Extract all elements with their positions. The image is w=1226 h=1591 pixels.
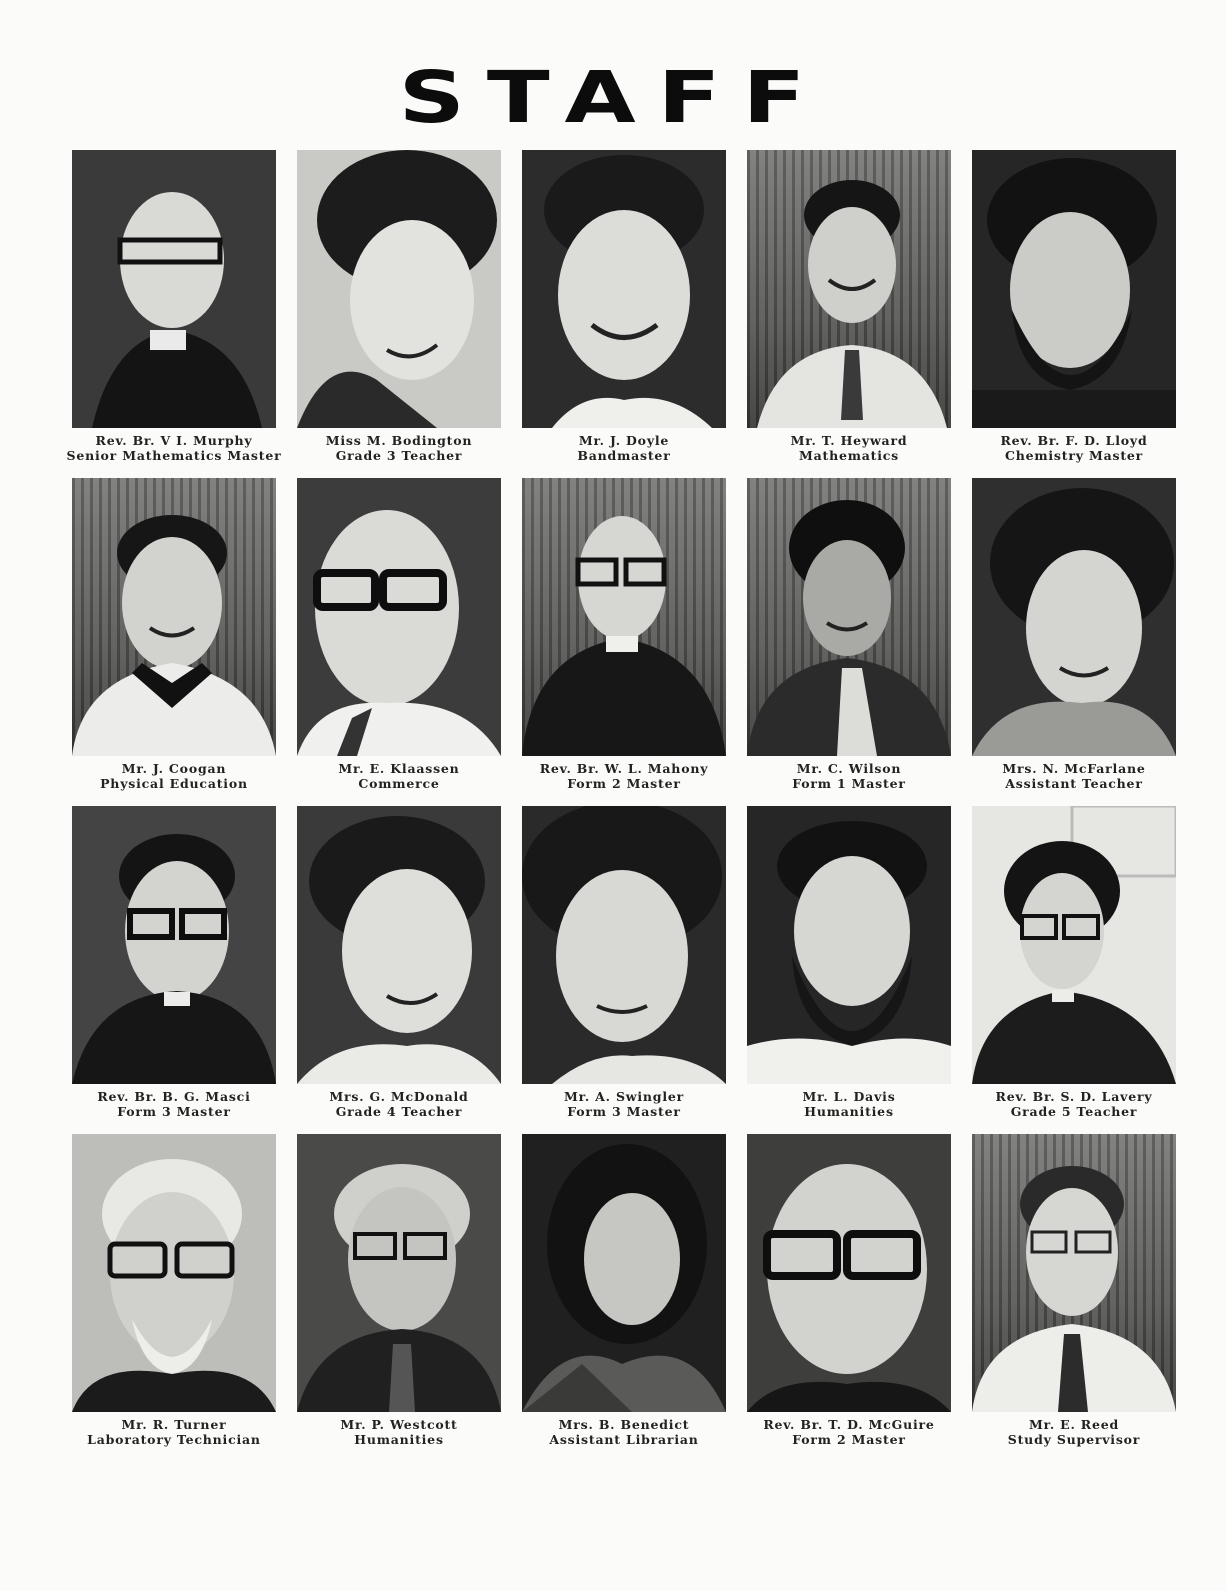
page-title: STAFF — [398, 55, 828, 140]
staff-portrait-photo — [72, 806, 276, 1084]
staff-name: Miss M. Bodington — [325, 433, 473, 448]
staff-card — [522, 150, 726, 478]
staff-portrait-photo — [522, 1134, 726, 1412]
staff-caption — [512, 1090, 736, 1119]
staff-card — [747, 478, 951, 806]
staff-role: Humanities — [804, 1103, 894, 1119]
staff-role: Bandmaster — [577, 447, 671, 463]
staff-portrait-photo — [747, 1134, 951, 1412]
staff-card — [72, 806, 276, 1134]
staff-caption — [62, 434, 286, 463]
staff-caption — [737, 762, 961, 791]
staff-card — [747, 806, 951, 1134]
staff-caption — [62, 1090, 286, 1119]
staff-name: Mr. E. Reed — [1028, 1417, 1120, 1432]
staff-role: Humanities — [354, 1431, 444, 1447]
staff-portrait-photo — [72, 478, 276, 756]
staff-caption — [962, 1090, 1186, 1119]
staff-caption — [512, 434, 736, 463]
staff-card — [747, 150, 951, 478]
staff-name: Rev. Br. V I. Murphy — [95, 433, 253, 448]
staff-caption — [737, 1418, 961, 1447]
staff-card — [522, 1134, 726, 1462]
staff-caption — [512, 1418, 736, 1447]
staff-caption — [737, 434, 961, 463]
staff-card — [522, 478, 726, 806]
staff-role: Grade 4 Teacher — [335, 1103, 463, 1119]
staff-name: Mr. R. Turner — [121, 1417, 227, 1432]
staff-portrait-photo — [72, 1134, 276, 1412]
staff-name: Mrs. N. McFarlane — [1002, 761, 1146, 776]
staff-caption — [512, 762, 736, 791]
staff-portrait-photo — [522, 478, 726, 756]
staff-name: Rev. Br. B. G. Masci — [97, 1089, 251, 1104]
staff-card — [972, 150, 1176, 478]
staff-name: Mr. L. Davis — [802, 1089, 896, 1104]
staff-card — [297, 478, 501, 806]
staff-card — [747, 1134, 951, 1462]
staff-name: Mr. P. Westcott — [340, 1417, 458, 1432]
staff-caption — [62, 762, 286, 791]
staff-caption — [737, 1090, 961, 1119]
staff-portrait-photo — [522, 150, 726, 428]
staff-caption — [287, 1090, 511, 1119]
staff-name: Rev. Br. T. D. McGuire — [763, 1417, 935, 1432]
staff-caption — [287, 1418, 511, 1447]
staff-name: Mr. J. Coogan — [121, 761, 227, 776]
staff-caption — [287, 762, 511, 791]
staff-caption — [962, 762, 1186, 791]
staff-card — [522, 806, 726, 1134]
staff-card — [972, 478, 1176, 806]
staff-card — [72, 478, 276, 806]
staff-role: Form 3 Master — [567, 1103, 681, 1119]
staff-card — [972, 806, 1176, 1134]
staff-name: Rev. Br. S. D. Lavery — [995, 1089, 1153, 1104]
staff-card — [297, 806, 501, 1134]
staff-name: Mr. J. Doyle — [578, 433, 670, 448]
staff-card — [297, 150, 501, 478]
staff-name: Mr. T. Heyward — [790, 433, 908, 448]
staff-portrait-photo — [297, 1134, 501, 1412]
staff-role: Form 2 Master — [792, 1431, 906, 1447]
staff-name: Rev. Br. W. L. Mahony — [539, 761, 709, 776]
staff-card — [297, 1134, 501, 1462]
staff-portrait-photo — [297, 806, 501, 1084]
staff-portrait-photo — [972, 478, 1176, 756]
staff-portrait-photo — [747, 806, 951, 1084]
staff-role: Grade 3 Teacher — [335, 447, 463, 463]
staff-photo-grid — [66, 150, 1180, 1462]
staff-name: Mr. C. Wilson — [796, 761, 902, 776]
staff-name: Rev. Br. F. D. Lloyd — [1000, 433, 1148, 448]
staff-caption — [62, 1418, 286, 1447]
staff-caption — [962, 1418, 1186, 1447]
staff-portrait-photo — [522, 806, 726, 1084]
staff-name: Mrs. B. Benedict — [558, 1417, 690, 1432]
staff-portrait-photo — [297, 150, 501, 428]
staff-portrait-photo — [747, 150, 951, 428]
staff-role: Form 3 Master — [117, 1103, 231, 1119]
staff-name: Mrs. G. McDonald — [329, 1089, 469, 1104]
staff-role: Senior Mathematics Master — [66, 447, 282, 463]
staff-name: Mr. A. Swingler — [563, 1089, 685, 1104]
staff-portrait-photo — [747, 478, 951, 756]
staff-portrait-photo — [972, 806, 1176, 1084]
staff-role: Physical Education — [100, 775, 248, 791]
staff-name: Mr. E. Klaassen — [338, 761, 460, 776]
staff-role: Commerce — [358, 775, 440, 791]
staff-portrait-photo — [972, 150, 1176, 428]
staff-caption — [962, 434, 1186, 463]
staff-role: Form 1 Master — [792, 775, 906, 791]
staff-role: Grade 5 Teacher — [1010, 1103, 1138, 1119]
staff-role: Form 2 Master — [567, 775, 681, 791]
staff-role: Assistant Librarian — [549, 1431, 699, 1447]
staff-card — [72, 1134, 276, 1462]
staff-portrait-photo — [972, 1134, 1176, 1412]
staff-caption — [287, 434, 511, 463]
staff-role: Chemistry Master — [1004, 447, 1144, 463]
staff-card — [972, 1134, 1176, 1462]
staff-role: Study Supervisor — [1007, 1431, 1141, 1447]
staff-portrait-photo — [297, 478, 501, 756]
staff-role: Mathematics — [798, 447, 900, 463]
staff-portrait-photo — [72, 150, 276, 428]
staff-role: Assistant Teacher — [1005, 775, 1143, 791]
staff-role: Laboratory Technician — [87, 1431, 261, 1447]
staff-card — [66, 150, 282, 478]
